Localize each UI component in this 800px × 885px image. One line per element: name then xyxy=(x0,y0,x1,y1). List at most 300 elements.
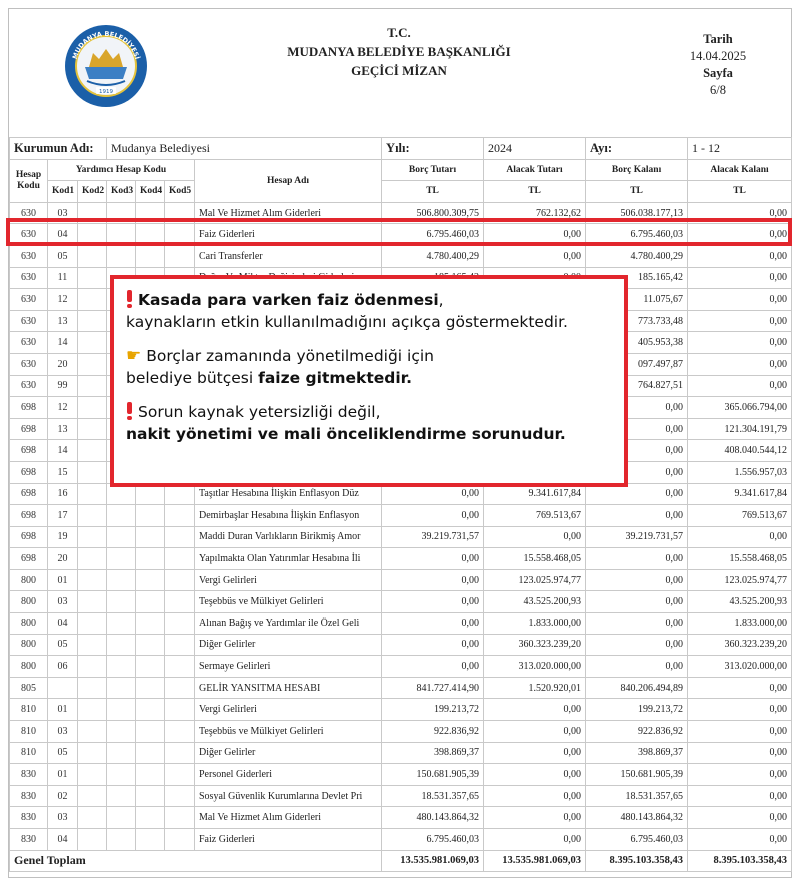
col-kod2: Kod2 xyxy=(78,181,107,203)
hesap-kodu-cell: 830 xyxy=(10,785,48,807)
kod2-cell xyxy=(78,418,107,440)
date-label: Tarih xyxy=(703,32,733,46)
borc-kalani-cell: 6.795.460,03 xyxy=(586,224,688,246)
alacak-kalani-cell: 0,00 xyxy=(688,202,792,224)
callout-paragraph-3 xyxy=(126,401,614,445)
callout-p3-a: Sorun kaynak yetersizliği değil, xyxy=(138,403,381,421)
kod3-cell xyxy=(107,245,136,267)
kod3-cell xyxy=(107,548,136,570)
borc-kalani-cell: 0,00 xyxy=(586,418,688,440)
alacak-tutari-cell: 43.525.200,93 xyxy=(484,591,586,613)
hesap-kodu-cell: 630 xyxy=(10,289,48,311)
hesap-kodu-cell: 698 xyxy=(10,483,48,505)
col-alacak-kalani: Alacak Kalanı xyxy=(688,159,792,181)
kod4-cell xyxy=(136,807,165,829)
alacak-kalani-cell: 15.558.468,05 xyxy=(688,548,792,570)
table-row xyxy=(10,656,792,678)
borc-kalani-cell: 11.075,67 xyxy=(586,289,688,311)
kod2-cell xyxy=(78,245,107,267)
kod5-cell xyxy=(165,829,195,851)
kod1-cell: 13 xyxy=(48,310,78,332)
kod4-cell xyxy=(136,634,165,656)
table-row xyxy=(10,764,792,786)
kod1-cell: 04 xyxy=(48,224,78,246)
alacak-kalani-cell: 123.025.974,77 xyxy=(688,569,792,591)
col-borc-tutari: Borç Tutarı xyxy=(382,159,484,181)
borc-tutari-cell: 0,00 xyxy=(382,569,484,591)
kod5-cell xyxy=(165,526,195,548)
kod2-cell xyxy=(78,785,107,807)
col-tl-1: TL xyxy=(382,181,484,203)
alacak-tutari-cell: 0,00 xyxy=(484,807,586,829)
borc-kalani-cell: 398.869,37 xyxy=(586,742,688,764)
callout-p1-rest: kaynakların etkin kullanılmadığını açıkça göstermektedir. xyxy=(126,313,568,331)
col-kod4: Kod4 xyxy=(136,181,165,203)
kod1-cell: 06 xyxy=(48,656,78,678)
kod4-cell xyxy=(136,526,165,548)
kod2-cell xyxy=(78,375,107,397)
hesap-kodu-cell: 830 xyxy=(10,807,48,829)
borc-kalani-cell: 0,00 xyxy=(586,548,688,570)
kod5-cell xyxy=(165,742,195,764)
kod1-cell: 13 xyxy=(48,418,78,440)
kod4-cell xyxy=(136,677,165,699)
kod1-cell: 04 xyxy=(48,829,78,851)
col-kod1: Kod1 xyxy=(48,181,78,203)
kod2-cell xyxy=(78,483,107,505)
hesap-adi-cell: Vergi Gelirleri xyxy=(195,569,382,591)
kod1-cell: 01 xyxy=(48,699,78,721)
borc-kalani-cell: 840.206.494,89 xyxy=(586,677,688,699)
hesap-adi-cell: Vergi Gelirleri xyxy=(195,699,382,721)
kod1-cell: 05 xyxy=(48,245,78,267)
kod1-cell: 05 xyxy=(48,634,78,656)
table-row xyxy=(10,245,792,267)
alacak-tutari-cell: 123.025.974,77 xyxy=(484,569,586,591)
kod1-cell: 04 xyxy=(48,613,78,635)
alacak-kalani-cell: 0,00 xyxy=(688,267,792,289)
kod5-cell xyxy=(165,548,195,570)
kod3-cell xyxy=(107,591,136,613)
kod5-cell xyxy=(165,807,195,829)
alacak-kalani-cell: 360.323.239,20 xyxy=(688,634,792,656)
callout-p3-bold: nakit yönetimi ve mali önceliklendirme sorunudur. xyxy=(126,425,566,443)
kod5-cell xyxy=(165,505,195,527)
alacak-kalani-cell: 0,00 xyxy=(688,353,792,375)
month-value: 1 - 12 xyxy=(688,138,792,160)
page-value: 6/8 xyxy=(710,83,726,97)
hesap-kodu-cell: 630 xyxy=(10,353,48,375)
table-row xyxy=(10,569,792,591)
kod1-cell: 05 xyxy=(48,742,78,764)
hesap-kodu-cell: 800 xyxy=(10,569,48,591)
column-header-row-1 xyxy=(10,159,792,181)
alacak-tutari-cell: 0,00 xyxy=(484,721,586,743)
kod3-cell xyxy=(107,634,136,656)
kod1-cell: 02 xyxy=(48,785,78,807)
hesap-kodu-cell: 800 xyxy=(10,634,48,656)
borc-tutari-cell: 0,00 xyxy=(382,505,484,527)
title-line-3: GEÇİCİ MİZAN xyxy=(351,63,447,78)
kod2-cell xyxy=(78,677,107,699)
borc-tutari-cell: 841.727.414,90 xyxy=(382,677,484,699)
borc-kalani-cell: 773.733,48 xyxy=(586,310,688,332)
table-row xyxy=(10,526,792,548)
hesap-kodu-cell: 630 xyxy=(10,224,48,246)
borc-kalani-cell: 0,00 xyxy=(586,505,688,527)
callout-p2-b: belediye bütçesi xyxy=(126,369,259,387)
alacak-kalani-cell: 0,00 xyxy=(688,699,792,721)
hesap-adi-cell: Mal Ve Hizmet Alım Giderleri xyxy=(195,807,382,829)
hesap-kodu-cell: 830 xyxy=(10,764,48,786)
kod2-cell xyxy=(78,656,107,678)
alacak-kalani-cell: 0,00 xyxy=(688,224,792,246)
kod1-cell: 19 xyxy=(48,526,78,548)
kod4-cell xyxy=(136,742,165,764)
col-kod3: Kod3 xyxy=(107,181,136,203)
borc-tutari-cell: 0,00 xyxy=(382,613,484,635)
kod5-cell xyxy=(165,613,195,635)
hesap-kodu-cell: 810 xyxy=(10,721,48,743)
alacak-tutari-cell: 1.833.000,00 xyxy=(484,613,586,635)
col-yardimci-hesap-kodu: Yardımcı Hesap Kodu xyxy=(48,159,195,181)
borc-kalani-cell: 4.780.400,29 xyxy=(586,245,688,267)
alacak-kalani-cell: 769.513,67 xyxy=(688,505,792,527)
total-borc-kalani: 8.395.103.358,43 xyxy=(586,850,688,872)
borc-tutari-cell: 4.780.400,29 xyxy=(382,245,484,267)
hesap-kodu-cell: 630 xyxy=(10,267,48,289)
alacak-kalani-cell: 0,00 xyxy=(688,526,792,548)
year-label: Yılı: xyxy=(382,138,484,160)
kod2-cell xyxy=(78,807,107,829)
borc-kalani-cell: 097.497,87 xyxy=(586,353,688,375)
exclamation-icon xyxy=(126,402,133,419)
kod2-cell xyxy=(78,289,107,311)
total-borc-tutari: 13.535.981.069,03 xyxy=(382,850,484,872)
hesap-adi-cell: Faiz Giderleri xyxy=(195,829,382,851)
borc-kalani-cell: 0,00 xyxy=(586,569,688,591)
alacak-kalani-cell: 121.304.191,79 xyxy=(688,418,792,440)
kod1-cell: 20 xyxy=(48,548,78,570)
annotation-callout xyxy=(110,275,628,487)
alacak-kalani-cell: 9.341.617,84 xyxy=(688,483,792,505)
borc-tutari-cell: 199.213,72 xyxy=(382,699,484,721)
hesap-adi-cell: Taşıtlar Hesabına İlişkin Enflasyon Düz xyxy=(195,483,382,505)
mizan-table xyxy=(9,137,792,872)
hesap-kodu-cell: 698 xyxy=(10,505,48,527)
hesap-kodu-cell: 698 xyxy=(10,418,48,440)
kod2-cell xyxy=(78,353,107,375)
col-hesap-kodu: Hesap Kodu xyxy=(10,159,48,202)
kod1-cell: 12 xyxy=(48,289,78,311)
kod1-cell: 14 xyxy=(48,440,78,462)
total-label: Genel Toplam xyxy=(10,850,382,872)
total-row xyxy=(10,850,792,872)
year-value: 2024 xyxy=(484,138,586,160)
alacak-tutari-cell: 0,00 xyxy=(484,742,586,764)
hesap-kodu-cell: 810 xyxy=(10,699,48,721)
kod2-cell xyxy=(78,332,107,354)
borc-tutari-cell: 506.800.309,75 xyxy=(382,202,484,224)
kod3-cell xyxy=(107,505,136,527)
alacak-tutari-cell: 769.513,67 xyxy=(484,505,586,527)
kod1-cell: 03 xyxy=(48,591,78,613)
municipality-logo xyxy=(63,23,149,109)
borc-tutari-cell: 0,00 xyxy=(382,656,484,678)
faiz-row-highlight xyxy=(6,218,792,246)
logo-year: 1919 xyxy=(99,89,113,95)
borc-kalani-cell: 0,00 xyxy=(586,483,688,505)
alacak-kalani-cell: 408.040.544,12 xyxy=(688,440,792,462)
date-page-block xyxy=(663,31,773,99)
borc-kalani-cell: 0,00 xyxy=(586,656,688,678)
kod3-cell xyxy=(107,613,136,635)
kod2-cell xyxy=(78,569,107,591)
borc-kalani-cell: 199.213,72 xyxy=(586,699,688,721)
table-row xyxy=(10,613,792,635)
hesap-adi-cell: Cari Transferler xyxy=(195,245,382,267)
borc-kalani-cell: 0,00 xyxy=(586,397,688,419)
kod2-cell xyxy=(78,461,107,483)
hesap-kodu-cell: 698 xyxy=(10,440,48,462)
kod1-cell: 20 xyxy=(48,353,78,375)
callout-p2-bold: faize gitmektedir. xyxy=(258,369,412,387)
alacak-kalani-cell: 43.525.200,93 xyxy=(688,591,792,613)
kod4-cell xyxy=(136,548,165,570)
borc-kalani-cell: 18.531.357,65 xyxy=(586,785,688,807)
institution-value: Mudanya Belediyesi xyxy=(107,138,382,160)
kod2-cell xyxy=(78,548,107,570)
kod4-cell xyxy=(136,764,165,786)
title-line-1: T.C. xyxy=(387,25,411,40)
borc-tutari-cell: 0,00 xyxy=(382,548,484,570)
kod5-cell xyxy=(165,656,195,678)
alacak-kalani-cell: 0,00 xyxy=(688,742,792,764)
borc-tutari-cell: 0,00 xyxy=(382,591,484,613)
logo-text: MUDANYA BELEDİYESİ xyxy=(70,29,142,61)
kod4-cell xyxy=(136,656,165,678)
borc-tutari-cell: 0,00 xyxy=(382,483,484,505)
kod2-cell xyxy=(78,505,107,527)
table-row xyxy=(10,505,792,527)
hesap-adi-cell: GELİR YANSITMA HESABI xyxy=(195,677,382,699)
col-tl-2: TL xyxy=(484,181,586,203)
borc-kalani-cell: 185.165,42 xyxy=(586,267,688,289)
kod1-cell: 03 xyxy=(48,202,78,224)
hesap-kodu-cell: 630 xyxy=(10,375,48,397)
alacak-tutari-cell: 15.558.468,05 xyxy=(484,548,586,570)
title-line-2: MUDANYA BELEDİYE BAŞKANLIĞI xyxy=(287,44,511,59)
hesap-adi-cell: Faiz Giderleri xyxy=(195,224,382,246)
kod2-cell xyxy=(78,397,107,419)
kod1-cell: 12 xyxy=(48,397,78,419)
kod4-cell xyxy=(136,591,165,613)
borc-tutari-cell: 398.869,37 xyxy=(382,742,484,764)
hesap-kodu-cell: 698 xyxy=(10,461,48,483)
borc-kalani-cell: 405.953,38 xyxy=(586,332,688,354)
kod2-cell xyxy=(78,591,107,613)
alacak-tutari-cell: 0,00 xyxy=(484,764,586,786)
kod3-cell xyxy=(107,699,136,721)
kod4-cell xyxy=(136,699,165,721)
column-header-row-2 xyxy=(10,181,792,203)
kod2-cell xyxy=(78,526,107,548)
hesap-adi-cell: Diğer Gelirler xyxy=(195,634,382,656)
borc-tutari-cell: 6.795.460,03 xyxy=(382,224,484,246)
hesap-kodu-cell: 830 xyxy=(10,829,48,851)
kod4-cell xyxy=(136,613,165,635)
kod2-cell xyxy=(78,267,107,289)
pointing-hand-icon: ☛ xyxy=(126,346,142,366)
table-row xyxy=(10,785,792,807)
borc-kalani-cell: 0,00 xyxy=(586,591,688,613)
kod5-cell xyxy=(165,245,195,267)
table-row xyxy=(10,721,792,743)
hesap-adi-cell: Teşebbüs ve Mülkiyet Gelirleri xyxy=(195,721,382,743)
borc-kalani-cell: 0,00 xyxy=(586,440,688,462)
alacak-kalani-cell: 0,00 xyxy=(688,289,792,311)
kod3-cell xyxy=(107,829,136,851)
hesap-adi-cell: Sermaye Gelirleri xyxy=(195,656,382,678)
hesap-kodu-cell: 698 xyxy=(10,548,48,570)
alacak-kalani-cell: 0,00 xyxy=(688,829,792,851)
hesap-kodu-cell: 698 xyxy=(10,526,48,548)
alacak-tutari-cell: 313.020.000,00 xyxy=(484,656,586,678)
kod1-cell xyxy=(48,677,78,699)
borc-kalani-cell: 0,00 xyxy=(586,613,688,635)
hesap-kodu-cell: 630 xyxy=(10,202,48,224)
kod1-cell: 14 xyxy=(48,332,78,354)
kod3-cell xyxy=(107,764,136,786)
kod4-cell xyxy=(136,569,165,591)
page-label: Sayfa xyxy=(703,66,733,80)
col-kod5: Kod5 xyxy=(165,181,195,203)
col-borc-kalani: Borç Kalanı xyxy=(586,159,688,181)
callout-paragraph-2 xyxy=(126,345,614,389)
kod1-cell: 03 xyxy=(48,807,78,829)
kod1-cell: 11 xyxy=(48,267,78,289)
alacak-kalani-cell: 0,00 xyxy=(688,807,792,829)
borc-kalani-cell: 0,00 xyxy=(586,634,688,656)
borc-tutari-cell: 39.219.731,57 xyxy=(382,526,484,548)
borc-kalani-cell: 6.795.460,03 xyxy=(586,829,688,851)
kod5-cell xyxy=(165,569,195,591)
alacak-kalani-cell: 0,00 xyxy=(688,721,792,743)
borc-tutari-cell: 0,00 xyxy=(382,634,484,656)
exclamation-icon xyxy=(126,290,133,307)
kod1-cell: 16 xyxy=(48,483,78,505)
kod3-cell xyxy=(107,677,136,699)
kod3-cell xyxy=(107,742,136,764)
kod4-cell xyxy=(136,785,165,807)
kod2-cell xyxy=(78,310,107,332)
hesap-adi-cell: Mal Ve Hizmet Alım Giderleri xyxy=(195,202,382,224)
kod3-cell xyxy=(107,785,136,807)
borc-tutari-cell: 922.836,92 xyxy=(382,721,484,743)
report-header xyxy=(9,9,791,137)
alacak-kalani-cell: 0,00 xyxy=(688,310,792,332)
kod2-cell xyxy=(78,764,107,786)
col-tl-4: TL xyxy=(688,181,792,203)
hesap-adi-cell: Sosyal Güvenlik Kurumlarına Devlet Pri xyxy=(195,785,382,807)
table-row xyxy=(10,807,792,829)
col-alacak-tutari: Alacak Tutarı xyxy=(484,159,586,181)
hesap-adi-cell: Demirbaşlar Hesabına İlişkin Enflasyon xyxy=(195,505,382,527)
kod1-cell: 03 xyxy=(48,721,78,743)
col-hesap-adi: Hesap Adı xyxy=(195,159,382,202)
alacak-kalani-cell: 1.833.000,00 xyxy=(688,613,792,635)
kod1-cell: 01 xyxy=(48,569,78,591)
borc-kalani-cell: 39.219.731,57 xyxy=(586,526,688,548)
hesap-kodu-cell: 805 xyxy=(10,677,48,699)
borc-kalani-cell: 764.827,51 xyxy=(586,375,688,397)
alacak-kalani-cell: 365.066.794,00 xyxy=(688,397,792,419)
kod3-cell xyxy=(107,807,136,829)
table-row xyxy=(10,548,792,570)
month-label: Ayı: xyxy=(586,138,688,160)
borc-kalani-cell: 150.681.905,39 xyxy=(586,764,688,786)
kod3-cell xyxy=(107,526,136,548)
callout-p1-comma: , xyxy=(438,291,444,309)
kod3-cell xyxy=(107,721,136,743)
total-alacak-kalani: 8.395.103.358,43 xyxy=(688,850,792,872)
kod2-cell xyxy=(78,742,107,764)
table-row xyxy=(10,591,792,613)
hesap-adi-cell: Diğer Gelirler xyxy=(195,742,382,764)
kod4-cell xyxy=(136,505,165,527)
hesap-adi-cell: Yapılmakta Olan Yatırımlar Hesabına İli xyxy=(195,548,382,570)
kod5-cell xyxy=(165,634,195,656)
kod2-cell xyxy=(78,721,107,743)
alacak-tutari-cell: 0,00 xyxy=(484,526,586,548)
table-row xyxy=(10,677,792,699)
hesap-kodu-cell: 698 xyxy=(10,397,48,419)
borc-tutari-cell: 18.531.357,65 xyxy=(382,785,484,807)
alacak-tutari-cell: 0,00 xyxy=(484,829,586,851)
hesap-kodu-cell: 800 xyxy=(10,613,48,635)
borc-tutari-cell: 6.795.460,03 xyxy=(382,829,484,851)
alacak-tutari-cell: 0,00 xyxy=(484,224,586,246)
hesap-adi-cell: Maddi Duran Varlıkların Birikmiş Amor xyxy=(195,526,382,548)
kod2-cell xyxy=(78,699,107,721)
alacak-kalani-cell: 0,00 xyxy=(688,332,792,354)
alacak-tutari-cell: 0,00 xyxy=(484,785,586,807)
alacak-tutari-cell: 360.323.239,20 xyxy=(484,634,586,656)
kod1-cell: 17 xyxy=(48,505,78,527)
kod2-cell xyxy=(78,440,107,462)
kod4-cell xyxy=(136,245,165,267)
borc-kalani-cell: 922.836,92 xyxy=(586,721,688,743)
institution-label: Kurumun Adı: xyxy=(10,138,107,160)
table-row xyxy=(10,634,792,656)
alacak-kalani-cell: 1.556.957,03 xyxy=(688,461,792,483)
hesap-kodu-cell: 810 xyxy=(10,742,48,764)
kod2-cell xyxy=(78,634,107,656)
alacak-tutari-cell: 0,00 xyxy=(484,699,586,721)
borc-kalani-cell: 480.143.864,32 xyxy=(586,807,688,829)
kod5-cell xyxy=(165,699,195,721)
total-alacak-tutari: 13.535.981.069,03 xyxy=(484,850,586,872)
alacak-kalani-cell: 0,00 xyxy=(688,677,792,699)
table-row xyxy=(10,742,792,764)
kod5-cell xyxy=(165,764,195,786)
hesap-kodu-cell: 630 xyxy=(10,332,48,354)
meta-row xyxy=(10,138,792,160)
hesap-adi-cell: Teşebbüs ve Mülkiyet Gelirleri xyxy=(195,591,382,613)
borc-kalani-cell: 506.038.177,13 xyxy=(586,202,688,224)
callout-paragraph-1 xyxy=(126,289,614,333)
kod5-cell xyxy=(165,721,195,743)
